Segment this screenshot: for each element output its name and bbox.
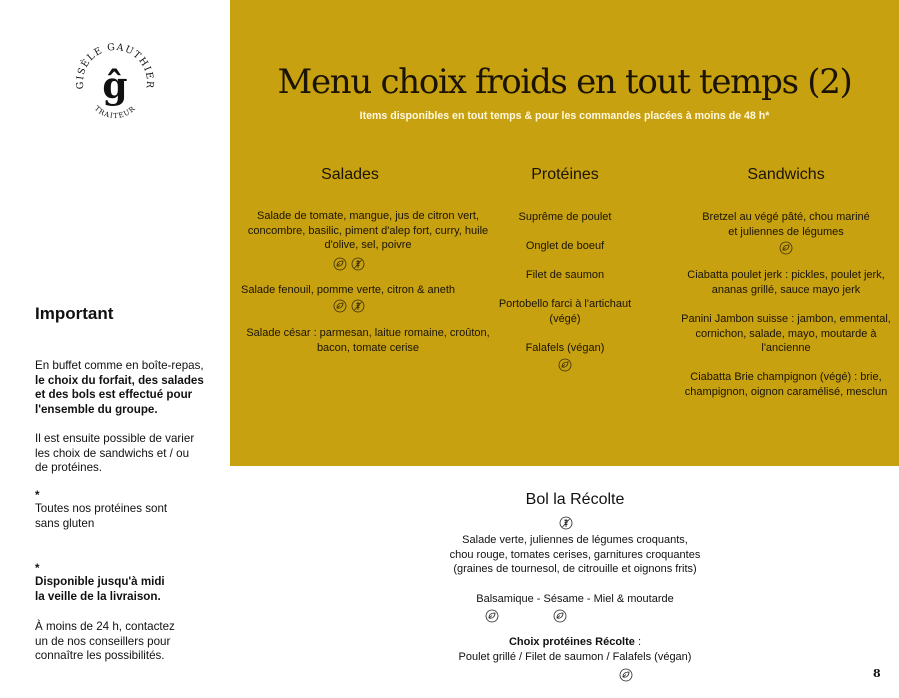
- important-p1-line: le choix du forfait, des salades: [35, 373, 204, 387]
- vegan-leaf-icon: [333, 257, 347, 271]
- important-p5-line: connaître les possibilités.: [35, 649, 165, 663]
- vegan-leaf-icon: [485, 609, 499, 623]
- vegan-leaf-icon: [619, 668, 633, 682]
- sandwich-line: et juliennes de légumes: [728, 225, 844, 238]
- important-p1-line: En buffet comme en boîte-repas,: [35, 359, 204, 372]
- salade-tomate-icons: [333, 255, 365, 273]
- sandwich-line: Ciabatta Brie champignon (végé) : brie,: [690, 371, 882, 383]
- bol-proteins-line: Poulet grillé / Filet de saumon / Falafels (végan): [458, 650, 692, 663]
- important-paragraph-5: [35, 620, 225, 664]
- bol-proteins: [390, 635, 760, 664]
- bol-desc-line: (graines de tournesol, de citrouille et oignons frits): [453, 563, 697, 576]
- sandwich-line: champignon, oignon caramélisé, mesclun: [684, 385, 888, 398]
- sandwichs-heading: Sandwichs: [747, 166, 825, 183]
- sandwich-item-panini: [666, 312, 899, 356]
- proteine-line: Filet de saumon: [525, 269, 605, 281]
- logo-seal: [70, 32, 160, 132]
- bol-falafels-icons: [619, 666, 633, 684]
- bol-proteins-label-line: [390, 635, 760, 650]
- salades-heading: Salades: [321, 166, 379, 183]
- proteine-line: (végé): [549, 312, 581, 325]
- proteine-line: Falafels (végan): [525, 342, 605, 354]
- salade-line: bacon, tomate cerise: [316, 341, 420, 354]
- sandwich-item-ciabatta-brie: [666, 370, 899, 399]
- important-paragraph-2: [35, 432, 225, 476]
- asterisk-marker: *: [35, 489, 40, 502]
- page-title: Menu choix froids en tout temps (2): [277, 62, 852, 102]
- important-p5-line: un de nos conseillers pour: [35, 634, 171, 648]
- bol-proteins-label: Choix protéines Récolte: [508, 636, 635, 648]
- important-p3-line: Toutes nos protéines sont: [35, 502, 168, 515]
- important-p4-line: la veille de la livraison.: [35, 589, 161, 603]
- bol-heading-icons: [559, 514, 573, 532]
- sandwich-line: ananas grillé, sauce mayo jerk: [711, 283, 861, 296]
- salade-item-tomate: [238, 209, 498, 253]
- proteine-line: Portobello farci à l'artichaut: [498, 298, 632, 310]
- important-heading: Important: [35, 304, 114, 323]
- logo-bottom-text: TRAITEUR: [92, 104, 138, 121]
- important-p3-line: sans gluten: [35, 516, 95, 530]
- important-paragraph-1: [35, 359, 225, 417]
- important-p5-line: À moins de 24 h, contactez: [35, 620, 175, 633]
- important-p2-line: les choix de sandwichs et / ou: [35, 446, 190, 460]
- vegan-leaf-icon: [333, 299, 347, 313]
- sandwich-item-ciabatta-jerk: [666, 268, 899, 297]
- logo-monogram: ĝ: [102, 65, 128, 107]
- important-p1-line: l'ensemble du groupe.: [35, 402, 158, 416]
- logo-top-text: GISÈLE GAUTHIER: [74, 41, 156, 90]
- proteine-item-portobello: [470, 297, 660, 326]
- gluten-free-wheat-icon: [559, 516, 573, 530]
- asterisk-marker: *: [35, 562, 40, 575]
- sandwich-item-bretzel: [666, 210, 899, 239]
- logo-seal-icon: [70, 32, 160, 132]
- bol-description: [390, 533, 760, 577]
- bretzel-icons: [779, 239, 793, 257]
- important-p1-line: et des bols est effectué pour: [35, 388, 193, 402]
- proteine-line: Suprême de poulet: [518, 211, 612, 223]
- dressing-sesame-icons: [553, 607, 567, 625]
- bol-desc-line: chou rouge, tomates cerises, garnitures croquantes: [449, 548, 701, 561]
- salade-line: Salade césar : parmesan, laitue romaine, croûton,: [246, 327, 490, 339]
- salade-item-cesar: [238, 326, 498, 355]
- sandwich-line: Ciabatta poulet jerk : pickles, poulet jerk,: [687, 269, 885, 281]
- bol-proteins-colon: :: [634, 636, 642, 648]
- proteine-line: Onglet de boeuf: [525, 240, 605, 252]
- sandwich-line: cornichon, salade, mayo, moutarde à: [695, 327, 877, 340]
- proteine-item-onglet: [485, 239, 645, 254]
- gluten-free-wheat-icon: [351, 257, 365, 271]
- proteine-item-saumon: [485, 268, 645, 283]
- salade-fenouil-icons: [333, 297, 365, 315]
- sandwich-line: l'ancienne: [761, 342, 811, 355]
- salade-line: Salade de tomate, mangue, jus de citron vert,: [257, 210, 479, 222]
- important-note-availability: [35, 563, 225, 604]
- menu-panel: [230, 0, 899, 466]
- vegan-leaf-icon: [779, 241, 793, 255]
- dressing-balsamique-icons: [485, 607, 499, 625]
- proteine-item-poulet: [485, 210, 645, 225]
- important-p4-line: Disponible jusqu'à midi: [35, 575, 165, 588]
- proteines-heading: Protéines: [531, 166, 599, 183]
- salade-line: Salade fenouil, pomme verte, citron & aneth: [241, 284, 456, 296]
- important-p2-line: de protéines.: [35, 461, 103, 475]
- sandwich-line: Panini Jambon suisse : jambon, emmental,: [681, 313, 891, 325]
- salade-item-fenouil: [241, 283, 501, 298]
- bol-heading: Bol la Récolte: [525, 491, 625, 508]
- sandwich-line: Bretzel au végé pâté, chou mariné: [702, 211, 870, 223]
- page-number: 8: [873, 667, 881, 680]
- bol-desc-line: Salade verte, juliennes de légumes croquants,: [462, 534, 688, 546]
- vegan-leaf-icon: [558, 358, 572, 372]
- falafels-icons: [558, 356, 572, 374]
- important-note-gluten: [35, 490, 225, 531]
- important-p2-line: Il est ensuite possible de varier: [35, 432, 195, 445]
- bol-dressings: [390, 592, 760, 607]
- vegan-leaf-icon: [553, 609, 567, 623]
- bol-dressings-line: Balsamique - Sésame - Miel & moutarde: [476, 593, 674, 605]
- page-subtitle: Items disponibles en tout temps & pour les commandes placées à moins de 48 h*: [359, 110, 770, 122]
- salade-line: d'olive, sel, poivre: [324, 239, 412, 252]
- salade-line: concombre, basilic, piment d'alep fort, curry, huile: [247, 224, 489, 237]
- gluten-free-wheat-icon: [351, 299, 365, 313]
- proteine-item-falafels: [485, 341, 645, 356]
